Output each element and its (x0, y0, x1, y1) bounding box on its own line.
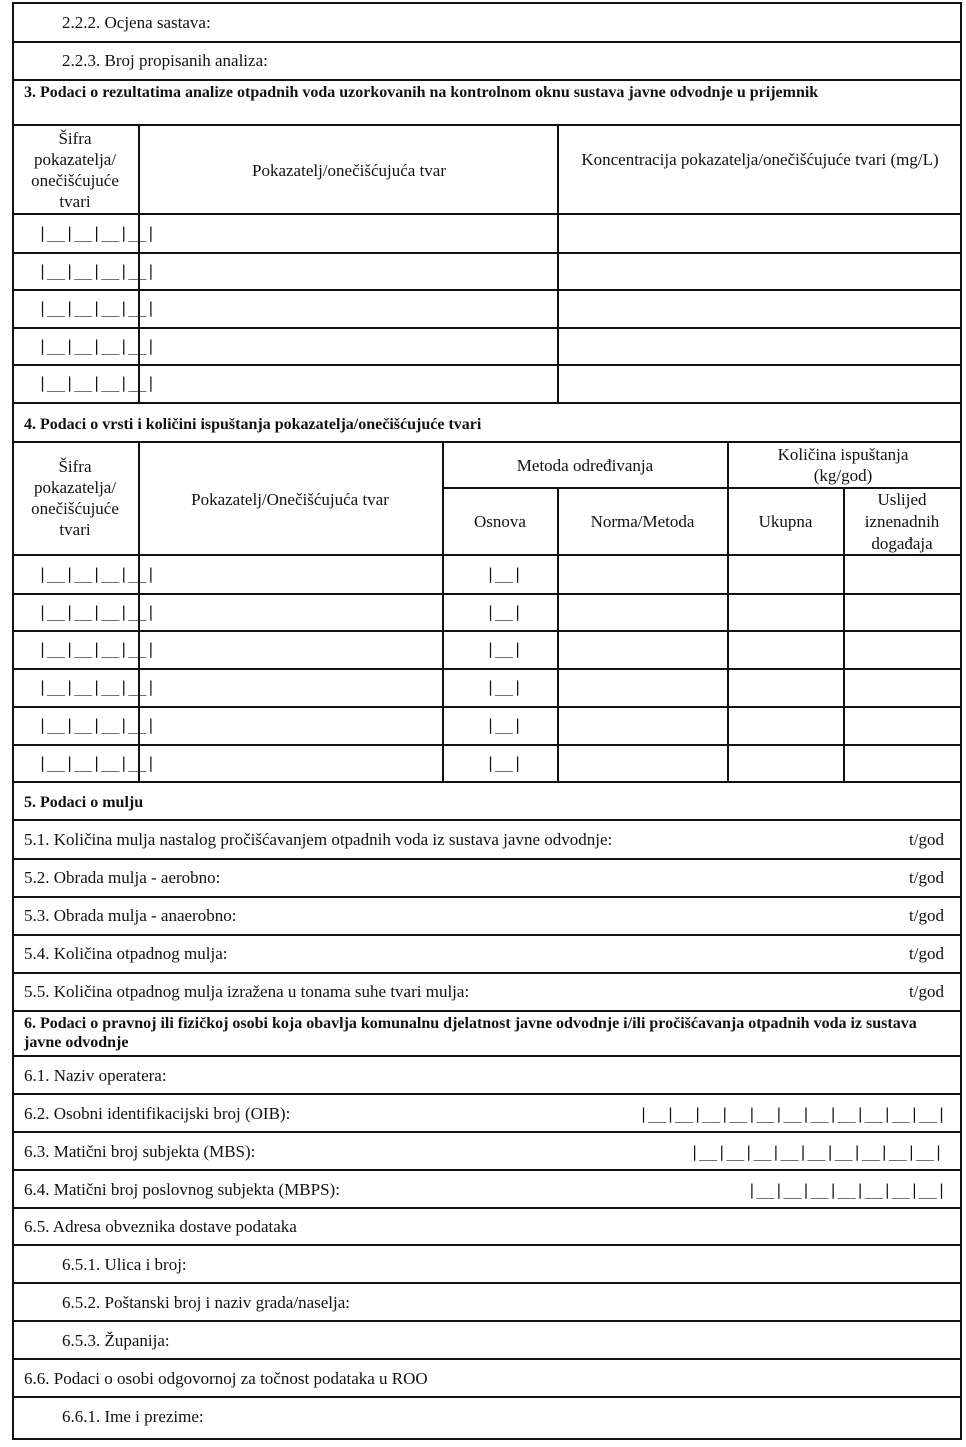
s5-item-unit: t/god (909, 830, 944, 849)
s4-col-basis-header: Osnova (474, 512, 526, 531)
s3-substance-cell[interactable] (140, 327, 556, 363)
s5-item-unit: t/god (909, 906, 944, 925)
s3-code-input[interactable]: |__|__|__|__| (38, 261, 156, 280)
section-6-title: 6. Podaci o pravnoj ili fizičkoj osobi koja obavlja komunalnu djelatnost javne odvodnje i/ili pročišćavanja otpadnih voda iz sustava javne odvodnje (24, 1015, 917, 1051)
oib-input-boxes[interactable]: |__|__|__|__|__|__|__|__|__|__|__| (638, 1105, 946, 1123)
s5-item-label: 5.4. Količina otpadnog mulja: (24, 944, 228, 963)
s5-item-unit: t/god (909, 868, 944, 887)
s4-col-code-header: Šifra pokazatelja/ onečišćujuće tvari (31, 457, 119, 539)
divider (12, 1093, 962, 1095)
divider (12, 1396, 962, 1398)
s4-col-incident-header: Uslijed iznenadnih događaja (864, 490, 940, 553)
mbs-input-boxes[interactable]: |__|__|__|__|__|__|__|__|__| (690, 1143, 943, 1161)
s3-col-substance-header: Pokazatelj/onečišćujuća tvar (252, 161, 446, 180)
divider (12, 593, 962, 595)
divider (12, 1207, 962, 1209)
s4-basis-input[interactable]: |__| (486, 678, 523, 697)
s5-item-unit: t/god (909, 982, 944, 1001)
s4-col-norm-header: Norma/Metoda (590, 512, 695, 531)
divider (12, 1010, 962, 1012)
row-2-2-3-label: 2.2.3. Broj propisanih analiza: (62, 51, 268, 70)
section-3-title: 3. Podaci o rezultatima analize otpadnih voda uzorkovanih na kontrolnom oknu sustava javne odvodnje u prijemnik (24, 84, 819, 101)
s4-code-input[interactable]: |__|__|__|__| (38, 602, 156, 621)
s5-item-label: 5.5. Količina otpadnog mulja izražena u tonama suhe tvari mulja: (24, 982, 470, 1001)
s4-basis-input[interactable]: |__| (486, 753, 523, 772)
s3-concentration-cell[interactable] (559, 364, 959, 400)
section-5-title: 5. Podaci o mulju (24, 794, 144, 811)
s3-substance-cell[interactable] (140, 289, 556, 325)
divider (12, 1169, 962, 1171)
divider (12, 781, 962, 783)
s4-col-divider (843, 487, 845, 781)
divider (12, 1244, 962, 1246)
responsible-person-label: 6.6. Podaci o osobi odgovornoj za točnost podataka u ROO (24, 1369, 428, 1388)
divider (12, 1055, 962, 1057)
s4-col-substance-header: Pokazatelj/Onečišćujuća tvar (191, 490, 389, 509)
divider (12, 41, 962, 43)
s4-code-input[interactable]: |__|__|__|__| (38, 715, 156, 734)
s3-concentration-cell[interactable] (559, 327, 959, 363)
divider (12, 972, 962, 974)
county-label: 6.5.3. Županija: (62, 1331, 170, 1350)
divider (12, 819, 962, 821)
oib-label: 6.2. Osobni identifikacijski broj (OIB): (24, 1104, 291, 1123)
s4-code-input[interactable]: |__|__|__|__| (38, 678, 156, 697)
address-label: 6.5. Adresa obveznika dostave podataka (24, 1217, 297, 1236)
row-2-2-2-label: 2.2.2. Ocjena sastava: (62, 13, 211, 32)
divider (12, 1320, 962, 1322)
s4-code-input[interactable]: |__|__|__|__| (38, 753, 156, 772)
divider (12, 1358, 962, 1360)
s4-basis-input[interactable]: |__| (486, 565, 523, 583)
mbps-label: 6.4. Matični broj poslovnog subjekta (MBPS): (24, 1180, 340, 1199)
s5-item-unit: t/god (909, 944, 944, 963)
s5-item-label: 5.2. Obrada mulja - aerobno: (24, 868, 221, 887)
s4-col-total-header: Ukupna (758, 512, 813, 531)
s3-col-code-header: Šifra pokazatelja/ onečišćujuće tvari (31, 129, 119, 211)
s5-item-label: 5.1. Količina mulja nastalog pročišćavanjem otpadnih voda iz sustava javne odvodnje: (24, 830, 613, 849)
divider (12, 934, 962, 936)
mbs-label: 6.3. Matični broj subjekta (MBS): (24, 1142, 256, 1161)
divider (12, 441, 962, 443)
divider (12, 706, 962, 708)
s4-col-method-header: Metoda određivanja (516, 456, 654, 475)
divider (12, 1131, 962, 1133)
s3-concentration-cell[interactable] (559, 289, 959, 325)
divider (12, 668, 962, 670)
s3-code-input[interactable]: |__|__|__|__| (38, 299, 156, 318)
operator-name-label: 6.1. Naziv operatera: (24, 1066, 167, 1085)
s3-code-input[interactable]: |__|__|__|__| (38, 374, 156, 393)
s4-col-quantity-header: Količina ispuštanja (kg/god) (777, 445, 909, 485)
divider (12, 858, 962, 860)
s4-col-divider (557, 487, 559, 781)
s3-substance-cell[interactable] (140, 214, 556, 250)
s3-code-input[interactable]: |__|__|__|__| (38, 224, 156, 242)
divider (12, 79, 962, 81)
divider (12, 402, 962, 404)
s5-item-label: 5.3. Obrada mulja - anaerobno: (24, 906, 237, 925)
s4-basis-input[interactable]: |__| (486, 715, 523, 734)
divider (12, 630, 962, 632)
s3-code-input[interactable]: |__|__|__|__| (38, 336, 156, 355)
divider (12, 744, 962, 746)
s3-concentration-cell[interactable] (559, 252, 959, 288)
section-4-title: 4. Podaci o vrsti i količini ispuštanja pokazatelja/onečišćujuće tvari (24, 416, 482, 433)
divider (12, 896, 962, 898)
s3-col-concentration-header: Koncentracija pokazatelja/onečišćujuće tvari (mg/L) (581, 150, 939, 169)
mbps-input-boxes[interactable]: |__|__|__|__|__|__|__| (747, 1181, 946, 1199)
s4-code-input[interactable]: |__|__|__|__| (38, 640, 156, 659)
s4-code-input[interactable]: |__|__|__|__| (38, 565, 156, 583)
postal-label: 6.5.2. Poštanski broj i naziv grada/naselja: (62, 1293, 350, 1312)
s4-basis-input[interactable]: |__| (486, 602, 523, 621)
s3-substance-cell[interactable] (140, 364, 556, 400)
divider (12, 1282, 962, 1284)
divider (12, 124, 962, 126)
s4-basis-input[interactable]: |__| (486, 640, 523, 659)
s3-substance-cell[interactable] (140, 252, 556, 288)
street-label: 6.5.1. Ulica i broj: (62, 1255, 187, 1274)
divider (12, 554, 962, 556)
s4-col-divider (442, 441, 444, 781)
s3-concentration-cell[interactable] (559, 214, 959, 250)
s4-col-divider (727, 441, 729, 781)
fullname-label: 6.6.1. Ime i prezime: (62, 1407, 204, 1426)
